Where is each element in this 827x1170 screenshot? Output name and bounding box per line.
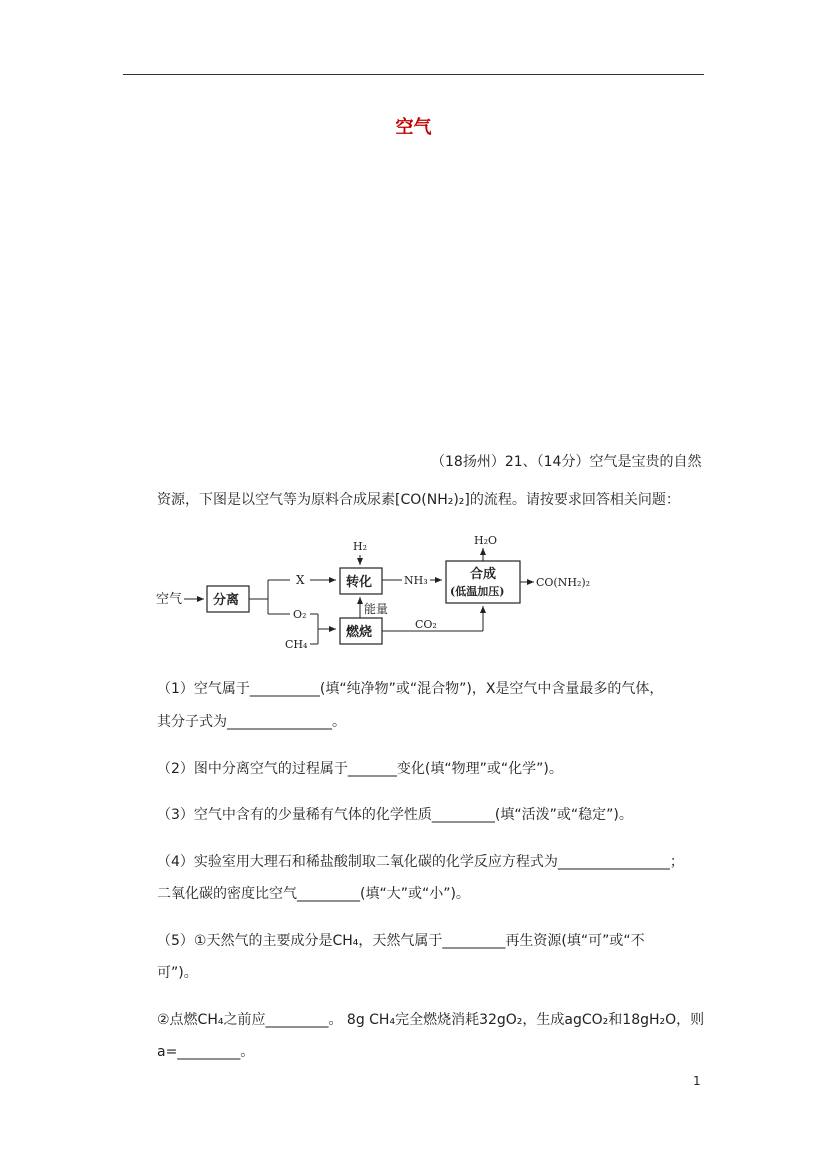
- q2-text: （2）图中分离空气的过程属于_______变化(填“物理”或“化学”)。: [157, 761, 563, 777]
- q5-line1: （5）①天然气的主要成分是CH₄，天然气属于_________再生资源(填“可”或“不: [157, 933, 645, 949]
- q1-line2: 其分子式为_______________。: [157, 714, 346, 730]
- q4-line2: 二氧化碳的密度比空气_________(填“大”或“小”)。: [157, 886, 470, 902]
- q5b-line2: a=_________。: [157, 1044, 255, 1060]
- flow-h2o-label: H₂O: [474, 534, 498, 547]
- question-intro-line1: （18扬州）21、（14分）空气是宝贵的自然: [431, 454, 702, 470]
- flow-o2-label: O₂: [293, 608, 307, 621]
- flow-co2-label: CO₂: [415, 618, 437, 631]
- page-number: 1: [693, 1074, 701, 1088]
- flow-air-label: 空气: [156, 592, 183, 607]
- q4-line1: （4）实验室用大理石和稀盐酸制取二氧化碳的化学反应方程式为________________；: [157, 854, 684, 870]
- flow-box-convert-label: 转化: [346, 575, 373, 590]
- flow-box-synth-line2: (低温加压): [450, 585, 505, 598]
- q5-line2: 可”)。: [157, 965, 198, 981]
- flow-nh3-label: NH₃: [404, 574, 428, 587]
- flow-x-label: X: [296, 573, 305, 587]
- flow-energy-label: 能量: [364, 602, 389, 616]
- flow-box-burn-label: 燃烧: [346, 625, 373, 640]
- q1-line1: （1）空气属于__________(填“纯净物”或“混合物”)，X是空气中含量最多的气体，: [157, 681, 664, 697]
- flow-h2-label: H₂: [353, 540, 368, 553]
- header-rule: [123, 74, 704, 75]
- urea-synthesis-flow-diagram: [150, 528, 620, 658]
- flow-box-synth-line1: 合成: [470, 567, 497, 582]
- flow-ch4-label: CH₄: [285, 638, 308, 651]
- q3-text: （3）空气中含有的少量稀有气体的化学性质_________(填“活泼”或“稳定”)。: [157, 807, 633, 823]
- question-intro-line2: 资源，下图是以空气等为原料合成尿素[CO(NH₂)₂]的流程。请按要求回答相关问题：: [157, 492, 680, 508]
- flow-product-label: CO(NH₂)₂: [536, 576, 591, 589]
- flow-box-separate-label: 分离: [213, 593, 240, 608]
- page-title: 空气: [395, 117, 432, 138]
- q5b-line1: ②点燃CH₄之前应_________。 8g CH₄完全燃烧消耗32gO₂，生成agCO₂和18gH₂O，则: [157, 1012, 705, 1028]
